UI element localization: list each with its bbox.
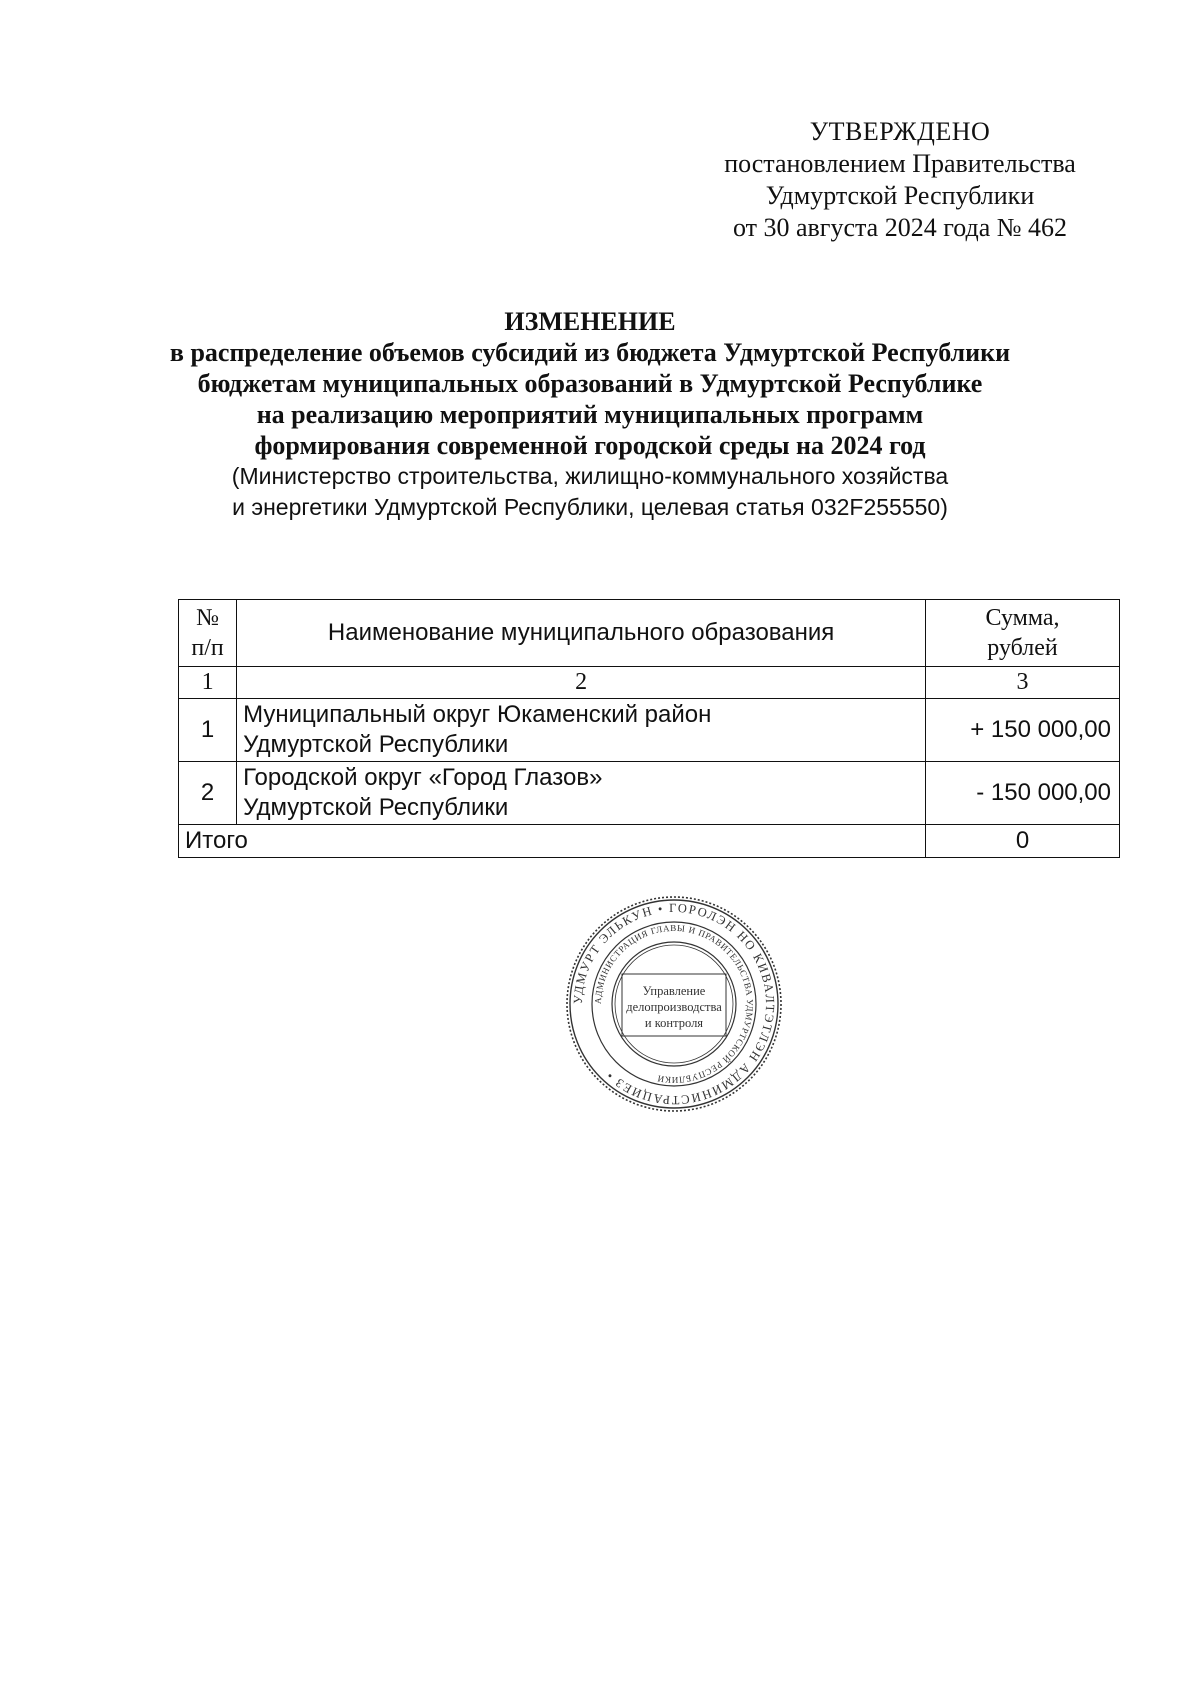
row-sum: - 150 000,00 — [926, 762, 1120, 825]
header-name-cell: Наименование муниципального образования — [237, 600, 926, 667]
table-row — [179, 699, 1120, 762]
approval-line: постановлением Правительства — [724, 149, 1076, 178]
seal-outer-text: УДМУРТ ЭЛЬКУН • ГОРОЛЭН НО КИВАЛТЭТЛЭН АДМИНИСТРАЦИЕЗ • — [570, 900, 778, 1108]
document-heading — [160, 306, 1020, 523]
column-number-row — [179, 667, 1120, 699]
seal-graphic — [564, 894, 784, 1114]
table-row — [179, 762, 1120, 825]
seal-center-line: делопроизводства — [626, 1000, 722, 1014]
header-num-abbr: п/п — [191, 635, 224, 661]
row-number: 1 — [179, 699, 237, 762]
row-sum: + 150 000,00 — [926, 699, 1120, 762]
document-title: ИЗМЕНЕНИЕ — [504, 307, 676, 336]
subtitle-line: формирования современной городской среды на 2024 год — [254, 431, 926, 460]
municipality-name-line: Муниципальный округ Юкаменский район — [243, 701, 712, 728]
municipality-name — [237, 699, 926, 762]
row-number: 2 — [179, 762, 237, 825]
subtitle-line: на реализацию мероприятий муниципальных программ — [256, 400, 924, 429]
approval-block — [700, 116, 1100, 244]
header-sum-unit: рублей — [987, 635, 1058, 661]
ministry-line: (Министерство строительства, жилищно-коммунального хозяйства — [231, 463, 949, 489]
header-sum-label: Сумма, — [985, 605, 1060, 631]
column-number: 3 — [926, 667, 1120, 699]
column-number: 1 — [179, 667, 237, 699]
total-sum: 0 — [926, 825, 1120, 858]
seal-inner-text: АДМИНИСТРАЦИЯ ГЛАВЫ И ПРАВИТЕЛЬСТВА УДМУРТСКОЙ РЕСПУБЛИКИ — [592, 922, 756, 1086]
total-label: Итого — [179, 825, 926, 858]
official-seal — [564, 894, 784, 1114]
ministry-line: и энергетики Удмуртской Республики, целевая статья 032F255550) — [232, 494, 948, 520]
approval-line: Удмуртской Республики — [765, 181, 1035, 210]
municipality-name-line: Удмуртской Республики — [243, 794, 509, 821]
header-num-symbol: № — [196, 605, 220, 631]
subtitle-line: бюджетам муниципальных образований в Удмуртской Республике — [197, 369, 983, 398]
total-row — [179, 825, 1120, 858]
municipality-name-line: Удмуртской Республики — [243, 731, 509, 758]
approval-date: от 30 августа 2024 года № 462 — [732, 213, 1068, 242]
seal-center-line: Управление — [642, 984, 706, 998]
subsidy-table — [178, 599, 1120, 858]
header-sum-cell — [926, 600, 1120, 667]
subtitle-line: в распределение объемов субсидий из бюджета Удмуртской Республики — [169, 338, 1011, 367]
header-num-cell — [179, 600, 237, 667]
municipality-name — [237, 762, 926, 825]
seal-center-line: и контроля — [644, 1016, 704, 1030]
table-header-row — [179, 600, 1120, 667]
column-number: 2 — [237, 667, 926, 699]
municipality-name-line: Городской округ «Город Глазов» — [243, 764, 603, 791]
approval-label: УТВЕРЖДЕНО — [809, 117, 991, 146]
